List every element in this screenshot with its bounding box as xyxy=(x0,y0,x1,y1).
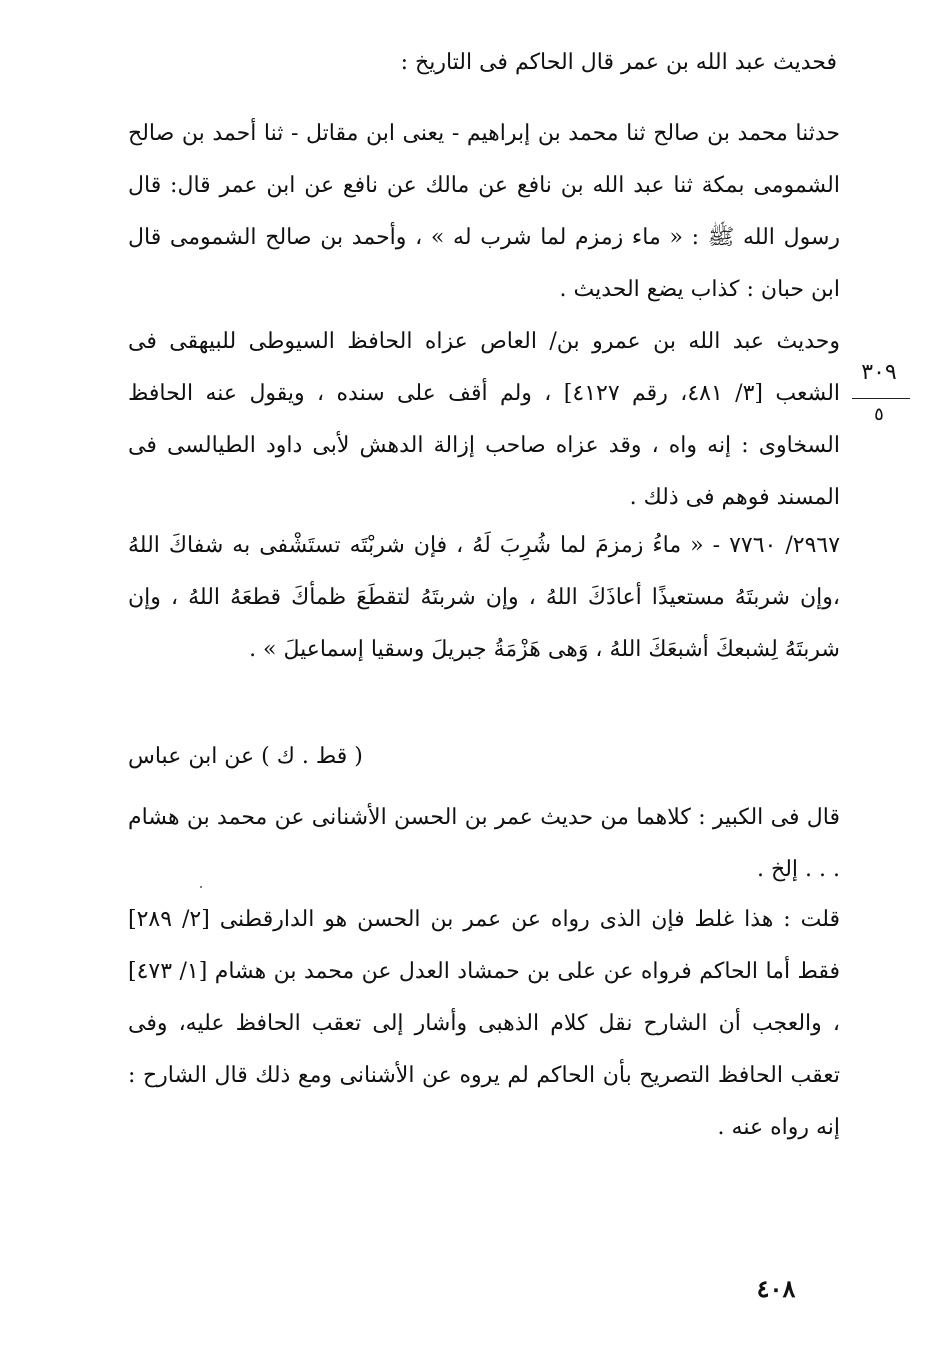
speck xyxy=(200,886,202,888)
paragraph-hadith-text: ٢٩٦٧/ ٧٧٦٠ - « ماءُ زمزمَ لما شُرِبَ لَهُ ، فإن شربْتَه تستَشْفى به شفاكَ اللهُ ،وإن شربتَهُ مستعيذًا أعاذَكَ اللهُ ، وإن شربتَهُ لتقطَعَ ظمأكَ قطعَهُ اللهُ ، وإن شربتَهُ لِشبعكَ أشبعَكَ اللهُ ، وَهى هَزْمَةُ جبريلَ وسقيا إسماعيلَ » . xyxy=(128,533,841,662)
page-number: ٤٠٨ xyxy=(756,1274,796,1303)
margin-reference-number: ٣٠٩ xyxy=(861,360,897,385)
paragraph-correction: قلت : هذا غلط فإن الذى رواه عن عمر بن الحسن هو الدارقطنى [٢/ ٢٨٩] فقط أما الحاكم فرواه عن على بن حمشاد العدل عن محمد بن هشام [١/ ٤٧٣] ، والعجب أن الشارح نقل كلام الذهبى وأشار إلى تعقب الحافظ عليه، وفى تعقب الحافظ التصريح بأن الحاكم لم يروه عن الأشنانى ومع ذلك قال الشارح : إنه رواه عنه . xyxy=(128,907,840,1140)
hadith-source: ( قط . ك ) عن ابن عباس xyxy=(128,744,363,769)
paragraph-ibn-amr: وحديث عبد الله بن عمرو بن/ العاص عزاه الحافظ السيوطى للبيهقى فى الشعب [٣/ ٤٨١، رقم ٤١٢٧] ، ولم أقف على سنده ، ويقول عنه الحافظ السخاوى : إنه واه ، وقد عزاه صاحب إزالة الدهش لأبى داود الطيالسى فى المسند فوهم فى ذلك . xyxy=(128,329,841,510)
section-heading: فحديث عبد الله بن عمر قال الحاكم فى التاريخ : xyxy=(400,50,837,75)
paragraph-kabir-note: قال فى الكبير : كلاهما من حديث عمر بن الحسن الأشنانى عن محمد بن هشام . . . إلخ . xyxy=(128,805,840,882)
margin-divider xyxy=(852,398,910,399)
paragraph-hadith-chain: حدثنا محمد بن صالح ثنا محمد بن إبراهيم - يعنى ابن مقاتل - ثنا أحمد بن صالح الشمومى بمكة ثنا عبد الله بن نافع عن مالك عن نافع عن ابن عمر قال: قال رسول الله ﷺ : « ماء زمزم لما شرب له » ، وأحمد بن صالح الشمومى قال ابن حبان : كذاب يضع الحديث . xyxy=(128,121,840,302)
margin-reference-sub: ٥ xyxy=(874,404,884,425)
